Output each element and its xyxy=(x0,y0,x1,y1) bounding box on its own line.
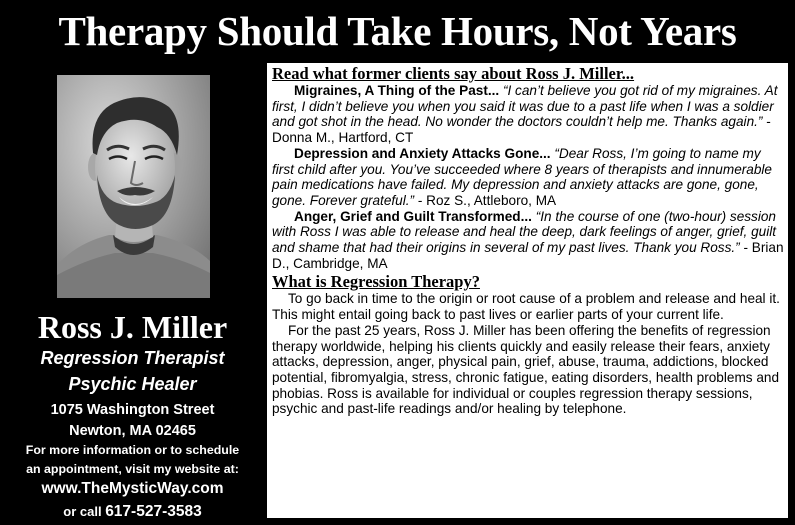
testimonial-heading: Migraines, A Thing of the Past... xyxy=(294,83,500,98)
phone-number[interactable]: 617-527-3583 xyxy=(105,503,202,520)
therapist-name: Ross J. Miller xyxy=(37,309,228,345)
testimonial-quote: “Dear Ross, I’m going to name my first child after you. You’ve succeeded where 8 years of therapists and innumerable pain medications have failed. My depression and anxiety attacks are gone, gone, gone. Forever grateful.” xyxy=(272,145,772,208)
content-panel xyxy=(267,63,788,518)
testimonial-author: - Donna M., Hartford, CT xyxy=(272,114,771,146)
role-psychic-healer: Psychic Healer xyxy=(68,374,197,394)
headline: Therapy Should Take Hours, Not Years xyxy=(58,8,737,54)
portrait-illustration xyxy=(57,75,210,298)
call-line xyxy=(0,501,265,523)
testimonials-heading: Read what former clients say about Ross J. Miller... xyxy=(272,64,635,83)
testimonial-heading: Anger, Grief and Guilt Transformed... xyxy=(294,208,532,224)
testimonial-author: - Roz S., Attleboro, MA xyxy=(417,192,557,208)
testimonial-anger xyxy=(272,209,784,272)
info-line-1: For more information or to schedule xyxy=(25,443,240,457)
testimonial-quote: “I can’t believe you got rid of my migraines. At first, I didn’t believe you when you said it was due to a past life when I was a soldier and got shot in the head. No wonder the doctors couldn’t help me. Thanks again.” xyxy=(272,83,778,130)
city-address: Newton, MA 02465 xyxy=(69,423,196,439)
testimonial-depression xyxy=(272,146,784,209)
role-regression-therapist: Regression Therapist xyxy=(40,348,225,368)
info-line-2: an appointment, visit my website at: xyxy=(26,462,239,476)
testimonial-author: - Brian D., Cambridge, MA xyxy=(272,240,784,271)
regression-heading: What is Regression Therapy? xyxy=(272,272,480,292)
profile-column xyxy=(0,60,265,525)
testimonial-migraines xyxy=(272,83,784,146)
website-link[interactable]: www.TheMysticWay.com xyxy=(41,480,224,497)
regression-definition: To go back in time to the origin or root cause of a problem and release and heal it. This might entail going back to past lives or earlier parts of your current life. xyxy=(272,291,780,323)
regression-services: For the past 25 years, Ross J. Miller has been offering the benefits of regression therapy worldwide, helping his clients quickly and easily release their fears, anxiety attacks, depression, anger, physical pain, grief, abuse, trauma, addictions, blocked potential, fibromyalgia, stress, chronic fatigue, eating disorders, health problems and phobias. Ross is available for individual or couples regression therapy sessions, psychic and past-life readings and/or healing by telephone. xyxy=(272,322,780,417)
street-address: 1075 Washington Street xyxy=(50,402,215,418)
call-prefix: or call xyxy=(63,504,102,519)
portrait-photo xyxy=(57,75,210,298)
testimonial-quote: “In the course of one (two-hour) session with Ross I was able to release and heal the deep, dark feelings of anger, grief, guilt and shame that had their origins in several of my past lives. Thank you Ross.” xyxy=(272,208,777,256)
testimonial-heading: Depression and Anxiety Attacks Gone... xyxy=(294,145,551,161)
